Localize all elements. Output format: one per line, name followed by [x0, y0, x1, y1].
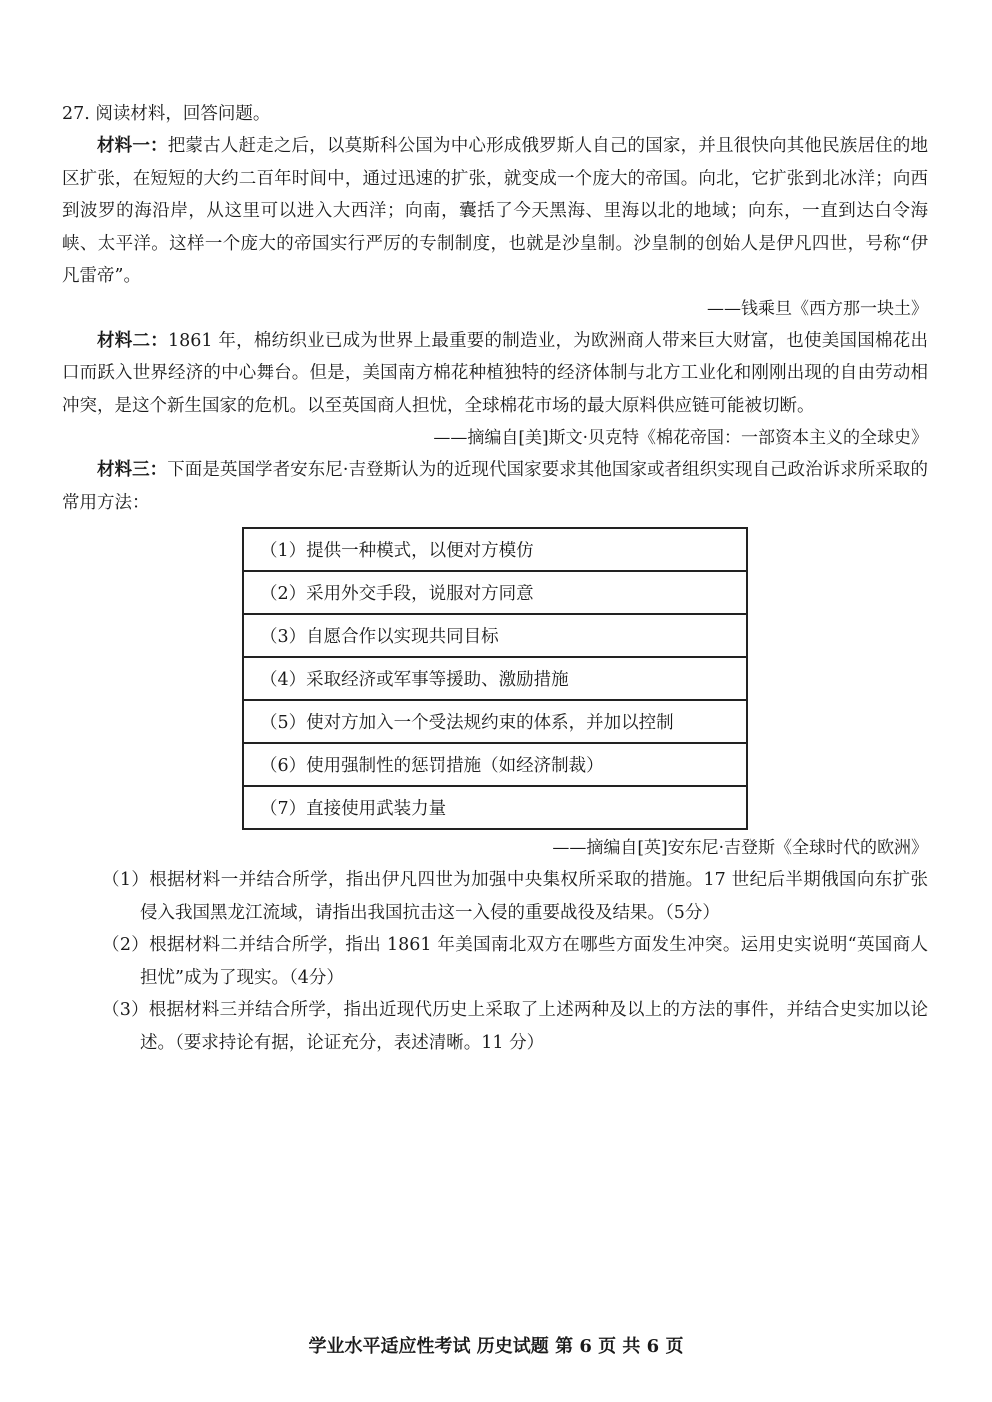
method-cell: （4）采取经济或军事等援助、激励措施 [243, 657, 747, 700]
material-3 [62, 454, 928, 519]
method-cell: （3）自愿合作以实现共同目标 [243, 614, 747, 657]
sub-question-1: （1）根据材料一并结合所学，指出伊凡四世为加强中央集权所采取的措施。17 世纪后半期俄国向东扩张侵入我国黑龙江流域，请指出我国抗击这一入侵的重要战役及结果。（5分） [102, 870, 928, 923]
exam-page [62, 98, 928, 1059]
material-1-label: 材料一： [97, 136, 168, 156]
table-row [243, 743, 747, 786]
page-footer: 学业水平适应性考试 历史试题 第 6 页 共 6 页 [308, 1336, 684, 1357]
method-cell: （6）使用强制性的惩罚措施（如经济制裁） [243, 743, 747, 786]
method-cell: （7）直接使用武装力量 [243, 786, 747, 829]
material-3-text: 下面是英国学者安东尼·吉登斯认为的近现代国家要求其他国家或者组织实现自己政治诉求所采取的常用方法： [62, 460, 928, 513]
material-3-source: ——摘编自[英]安东尼·吉登斯《全球时代的欧洲》 [552, 838, 928, 858]
material-1-source: ——钱乘旦《西方那一块土》 [707, 298, 928, 319]
material-3-label: 材料三： [97, 460, 168, 480]
table-row [243, 657, 747, 700]
material-2-source: ——摘编自[美]斯文·贝克特《棉花帝国：一部资本主义的全球史》 [433, 428, 928, 448]
material-2-label: 材料二： [97, 330, 168, 351]
material-2-text: 1861 年，棉纺织业已成为世界上最重要的制造业，为欧洲商人带来巨大财富，也使美国国棉花出口而跃入世界经济的中心舞台。但是，美国南方棉花种植独特的经济体制与北方工业化和刚刚出现的自由劳动相冲突，是这个新生国家的危机。以至英国商人担忧，全球棉花市场的最大原料供应链可能被切断。 [62, 330, 928, 416]
question-heading: 27. 阅读材料，回答问题。 [62, 104, 271, 124]
method-cell: （2）采用外交手段，说服对方同意 [243, 571, 747, 614]
material-1 [62, 130, 928, 293]
table-row [243, 528, 747, 571]
material-1-text: 把蒙古人赶走之后，以莫斯科公国为中心形成俄罗斯人自己的国家，并且很快向其他民族居住的地区扩张，在短短的大约二百年时间中，通过迅速的扩张，就变成一个庞大的帝国。向北，它扩张到北冰洋；向西到波罗的海沿岸，从这里可以进入大西洋；向南，囊括了今天黑海、里海以北的地域；向东，一直到达白令海峡、太平洋。这样一个庞大的帝国实行严厉的专制制度，也就是沙皇制。沙皇制的创始人是伊凡四世，号称“伊凡雷帝”。 [62, 136, 929, 286]
sub-question-3: （3）根据材料三并结合所学，指出近现代历史上采取了上述两种及以上的方法的事件，并结合史实加以论述。（要求持论有据，论证充分，表述清晰。11 分） [102, 1000, 928, 1053]
table-row [243, 571, 747, 614]
method-cell: （5）使对方加入一个受法规约束的体系，并加以控制 [243, 700, 747, 743]
table-row [243, 614, 747, 657]
table-row [243, 700, 747, 743]
sub-question-2: （2）根据材料二并结合所学，指出 1861 年美国南北双方在哪些方面发生冲突。运用史实说明“英国商人担忧”成为了现实。（4分） [102, 935, 928, 988]
methods-table [242, 527, 748, 830]
table-row [243, 786, 747, 829]
material-2 [62, 325, 928, 423]
method-cell: （1）提供一种模式，以便对方模仿 [243, 528, 747, 571]
